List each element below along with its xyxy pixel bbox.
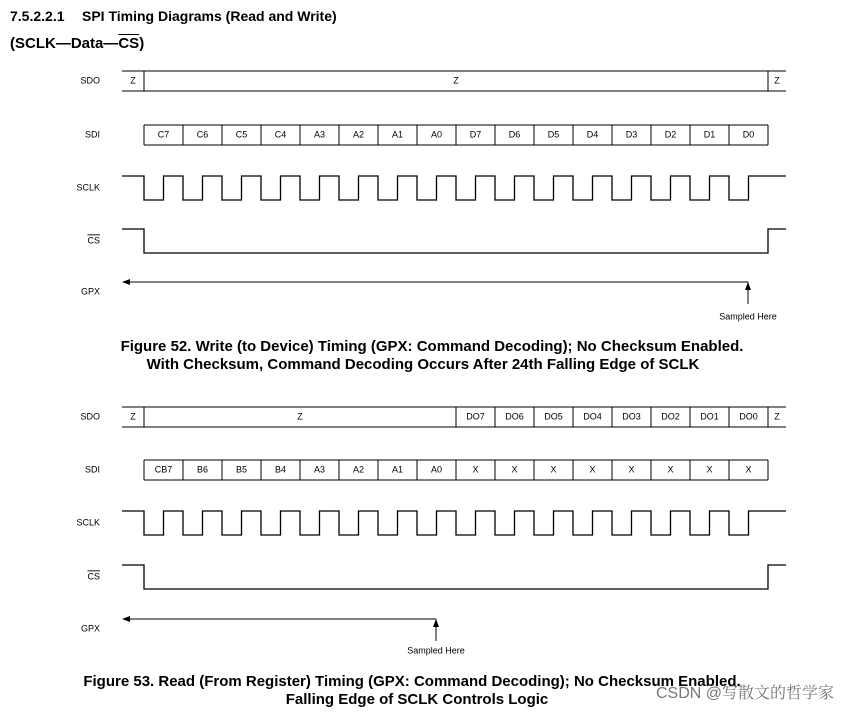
fig53-sdo-middle-value: Z [297,411,303,422]
fig53-sdi-bit-12: X [628,464,635,475]
fig53-sdo-bit-do0: DO0 [739,411,758,422]
fig53-sdi-bit-8: X [472,464,479,475]
fig53-gpx-label: GPX [80,623,100,634]
subtitle-prefix: (SCLK—Data— [10,35,119,52]
fig53-sdi-label: SDI [84,464,100,475]
fig53-sdi-bit-13: X [667,464,674,475]
fig53-sdo-bit-do1: DO1 [700,411,719,422]
fig53-sdo-bit-do2: DO2 [661,411,680,422]
figure-53-caption-line2: Falling Edge of SCLK Controls Logic [285,691,549,708]
fig53-sdi-bit-14: X [706,464,713,475]
fig53-sdi-bit-11: X [589,464,596,475]
fig52-sdi-bit-11: D4 [586,129,599,140]
fig52-sdi-bit-0: C7 [157,129,170,140]
fig52-sdi-bit-12: D3 [625,129,638,140]
fig52-sdi-bit-8: D7 [469,129,482,140]
fig52-cs-label: CS [87,235,100,246]
fig52-sdo-start-value: Z [130,75,136,86]
fig53-sdi-bit-0: CB7 [154,464,173,475]
fig53-sdo-bit-do7: DO7 [466,411,485,422]
fig53-sdi-bit-6: A1 [391,464,404,475]
figure-52-caption-line2: With Checksum, Command Decoding Occurs After 24th Falling Edge of SCLK [146,356,700,373]
fig53-sdo-end-value: Z [774,411,780,422]
fig52-cs-waveform [122,229,786,253]
fig53-sdo-bit-do6: DO6 [505,411,524,422]
fig53-cs-waveform [122,565,786,589]
fig52-sdi-bit-6: A1 [391,129,404,140]
section-number: 7.5.2.2.1 [10,8,65,24]
fig52-sdi-bit-2: C5 [235,129,248,140]
fig52-sampled-here-label: Sampled Here [719,311,777,322]
fig52-sdo-label: SDO [80,75,100,86]
watermark-text: CSDN @写散文的哲学家 [655,685,834,702]
fig52-sclk-label: SCLK [76,182,100,193]
fig52-sdo-end-value: Z [774,75,780,86]
fig53-gpx-arrowhead-left [122,616,130,622]
subtitle-suffix: ) [139,35,145,52]
fig53-sdi-bit-2: B5 [235,464,248,475]
fig52-sdi-bit-5: A2 [352,129,365,140]
fig52-sdi-bit-14: D1 [703,129,716,140]
subtitle-cs: $\overline{CS}$ [118,35,140,52]
fig53-sdo-start-value: Z [130,411,136,422]
fig53-sclk-label: SCLK [76,517,100,528]
figure-52-caption [0,338,848,374]
fig52-sample-marker-arrowhead [745,282,751,290]
fig53-sdi-bit-10: X [550,464,557,475]
fig53-sdo-bit-do4: DO4 [583,411,602,422]
fig53-sdi-bit-5: A2 [352,464,365,475]
fig52-sclk-waveform [122,176,786,200]
fig53-sample-marker-arrowhead [433,619,439,627]
fig53-cs-label: CS [87,571,100,582]
fig53-sdi-bit-7: A0 [430,464,443,475]
fig53-sdo-bit-do5: DO5 [544,411,563,422]
fig52-gpx-label: GPX [80,286,100,297]
figure-53-caption-line1: Figure 53. Read (From Register) Timing (GPX: Command Decoding); No Checksum Enabled. [83,673,741,690]
section-title: SPI Timing Diagrams (Read and Write) [82,8,337,24]
fig52-sdi-bit-7: A0 [430,129,443,140]
fig52-sdi-bit-3: C4 [274,129,287,140]
fig53-sampled-here-label: Sampled Here [407,645,465,656]
fig52-sdi-bit-10: D5 [547,129,560,140]
fig53-sdi-bit-9: X [511,464,518,475]
fig53-sdi-bit-4: A3 [313,464,326,475]
fig53-sclk-waveform [122,511,786,535]
fig52-sdi-bit-13: D2 [664,129,677,140]
fig52-sdo-middle-value: Z [453,75,459,86]
fig53-sdi-bit-3: B4 [274,464,287,475]
fig52-gpx-arrowhead-left [122,279,130,285]
fig52-sdi-bit-15: D0 [742,129,755,140]
fig53-sdi-bit-1: B6 [196,464,209,475]
fig53-sdi-bit-15: X [745,464,752,475]
fig53-sdo-bit-do3: DO3 [622,411,641,422]
fig52-sdi-bit-4: A3 [313,129,326,140]
fig52-sdi-bit-1: C6 [196,129,209,140]
fig53-sdo-label: SDO [80,411,100,422]
figure-52-caption-line1: Figure 52. Write (to Device) Timing (GPX: Command Decoding); No Checksum Enabled. [120,338,744,355]
fig52-sdi-bit-9: D6 [508,129,521,140]
fig52-sdi-label: SDI [84,129,100,140]
